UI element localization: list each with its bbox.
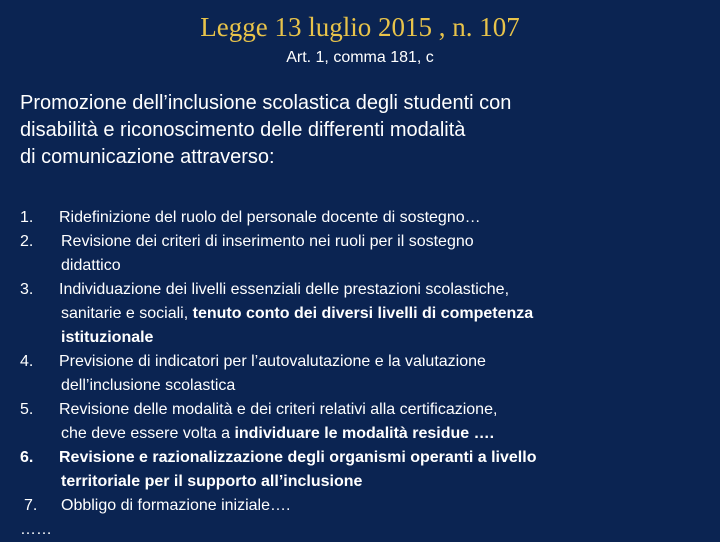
list-item-text: Previsione di indicatori per l’autovalutazione e la valutazione [59,353,486,370]
list-item-text: Obbligo di formazione iniziale…. [61,497,291,514]
list-item-text-part: sanitarie e sociali, [61,305,193,322]
list-item-text: Revisione delle modalità e dei criteri relativi alla certificazione, [59,401,498,418]
list-item-number: 4. [20,353,34,370]
list-item-text-bold: individuare le modalità residue …. [234,425,495,442]
intro-line: Promozione dell’inclusione scolastica degli studenti con [20,92,512,114]
intro-line: disabilità e riconoscimento delle differenti modalità [20,119,466,141]
list-item [20,494,710,518]
slide-title: Legge 13 luglio 2015 , n. 107 [200,12,520,42]
list-item-text: Individuazione dei livelli essenziali delle prestazioni scolastiche, [59,281,510,298]
list-item-text-bold: istituzionale [61,329,154,346]
list-item-text: didattico [61,257,121,274]
numbered-list [20,206,710,542]
list-item-number: 3. [20,281,34,298]
list-item-text: Ridefinizione del ruolo del personale docente di sostegno… [59,209,481,226]
list-item [20,278,710,302]
list-item [20,398,710,422]
slide-subtitle: Art. 1, comma 181, c [286,49,434,66]
list-item-text [61,302,533,326]
list-item-text-bold: territoriale per il supporto all’inclusione [61,473,363,490]
list-item-continuation [20,326,710,350]
list-item-number: 6. [20,449,34,466]
list-item-continuation [20,302,710,326]
intro-line: di comunicazione attraverso: [20,146,275,168]
list-item-number: 7. [24,497,38,514]
list-item-continuation [20,254,710,278]
list-item-continuation [20,422,710,446]
list-item-number: 5. [20,401,34,418]
list-item [20,446,710,470]
intro-paragraph [20,90,700,171]
list-item-text [61,422,494,446]
trailing-ellipsis-row [20,518,710,542]
list-item [20,350,710,374]
list-item [20,230,710,254]
list-item-number: 1. [20,209,34,226]
trailing-ellipsis: …… [20,521,52,538]
list-item [20,206,710,230]
list-item-text: Revisione dei criteri di inserimento nei ruoli per il sostegno [61,233,474,250]
list-item-continuation [20,470,710,494]
list-item-text: dell’inclusione scolastica [61,377,236,394]
list-item-text-bold: tenuto conto dei diversi livelli di competenza [192,305,534,322]
list-item-number: 2. [20,233,34,250]
list-item-continuation [20,374,710,398]
list-item-text-part: che deve essere volta a [61,425,235,442]
list-item-text-bold: Revisione e razionalizzazione degli organismi operanti a livello [59,449,537,466]
